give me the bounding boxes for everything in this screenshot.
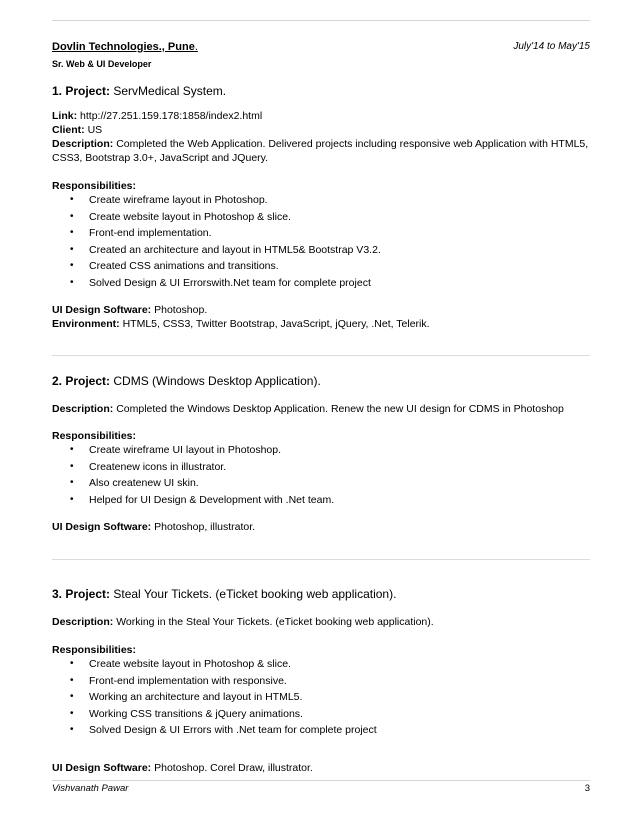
project-3-responsibilities [70, 656, 590, 739]
project-1-responsibilities-heading: Responsibilities: [52, 180, 137, 192]
page-footer [52, 780, 590, 795]
bullet-dot-icon: • [70, 444, 74, 455]
responsibility-text: Solved Design & UI Errorswith.Net team for complete project [89, 276, 371, 289]
company-name: Dovlin Technologies., Pune. [52, 41, 198, 53]
project-3-title [52, 587, 396, 601]
page-number: 3 [584, 783, 590, 794]
project-3-number: 3. Project: [52, 587, 111, 601]
bullet-dot-icon: • [70, 460, 74, 472]
project-3-name: Steal Your Tickets. (eTicket booking web application). [113, 587, 397, 601]
bullet-dot-icon: • [70, 724, 74, 736]
job-header [52, 41, 590, 55]
responsibility-text: Created CSS animations and transitions. [89, 260, 279, 273]
list-item [70, 459, 590, 476]
responsibility-text: Solved Design & UI Errors with .Net team for complete project [89, 724, 377, 737]
responsibility-text: Create website layout in Photoshop & slice. [89, 210, 291, 223]
bullet-dot-icon: • [70, 194, 74, 205]
responsibility-text: Also createnew UI skin. [89, 477, 199, 490]
project-1-number: 1. Project: [52, 84, 111, 98]
project-2-software: UI Design Software: Photoshop, illustrator. [52, 521, 256, 533]
project-1-description: Description: Completed the Web Application. Delivered projects including responsive web Application with HTML5, CSS3, Bootstrap 3.0+, JavaScript and JQuery. [52, 138, 589, 164]
responsibility-text: Working an architecture and layout in HTML5. [89, 691, 303, 704]
list-item [70, 442, 590, 459]
project-2-title [52, 374, 321, 388]
list-item [70, 275, 590, 292]
bullet-dot-icon: • [70, 674, 74, 686]
project-1-software: UI Design Software: Photoshop. [52, 304, 208, 316]
list-item [70, 192, 590, 209]
list-item [70, 209, 590, 226]
project-2-name: CDMS (Windows Desktop Application). [113, 374, 321, 388]
section-divider [52, 355, 590, 356]
job-role: Sr. Web & UI Developer [52, 59, 152, 69]
list-item [70, 689, 590, 706]
project-1-environment: Environment: HTML5, CSS3, Twitter Bootstrap, JavaScript, jQuery, .Net, Telerik. [52, 318, 430, 330]
bullet-dot-icon: • [70, 707, 74, 719]
project-3-software: UI Design Software: Photoshop. Corel Draw, illustrator. [52, 762, 313, 774]
project-1-client: Client: US [52, 124, 103, 136]
project-3-description: Description: Working in the Steal Your Tickets. (eTicket booking web application). [52, 616, 434, 628]
project-2-responsibilities [70, 442, 590, 508]
project-2-description: Description: Completed the Windows Desktop Application. Renew the new UI design for CDMS in Photoshop [52, 403, 564, 415]
list-item [70, 656, 590, 673]
list-item [70, 225, 590, 242]
responsibility-text: Helped for UI Design & Development with .Net team. [89, 493, 335, 506]
bullet-dot-icon: • [70, 658, 74, 669]
list-item [70, 475, 590, 492]
bullet-dot-icon: • [70, 260, 74, 272]
project-2-responsibilities-heading: Responsibilities: [52, 430, 137, 442]
bullet-dot-icon: • [70, 477, 74, 489]
project-1-url: http://27.251.159.178:1858/index2.html [80, 110, 263, 122]
bullet-dot-icon: • [70, 210, 74, 222]
responsibility-text: Created an architecture and layout in HTML5& Bootstrap V3.2. [89, 243, 381, 256]
bullet-dot-icon: • [70, 243, 74, 255]
responsibility-text: Create wireframe UI layout in Photoshop. [89, 444, 282, 456]
responsibility-text: Working CSS transitions & jQuery animations. [89, 707, 303, 720]
bullet-dot-icon: • [70, 493, 74, 505]
top-rule [52, 20, 590, 21]
list-item [70, 242, 590, 259]
bullet-dot-icon: • [70, 276, 74, 288]
project-1-link: Link: http://27.251.159.178:1858/index2.html [52, 110, 263, 122]
list-item [70, 706, 590, 723]
project-3-responsibilities-heading: Responsibilities: [52, 644, 137, 656]
section-divider [52, 559, 590, 560]
list-item [70, 492, 590, 509]
project-1-title [52, 84, 226, 98]
employment-dates: July'14 to May'15 [513, 41, 590, 52]
list-item [70, 673, 590, 690]
responsibility-text: Createnew icons in illustrator. [89, 460, 227, 473]
project-1-responsibilities [70, 192, 590, 292]
bullet-dot-icon: • [70, 691, 74, 703]
list-item [70, 258, 590, 275]
responsibility-text: Front-end implementation. [89, 227, 212, 240]
project-1-name: ServMedical System. [113, 84, 227, 98]
project-2-number: 2. Project: [52, 374, 111, 388]
responsibility-text: Create wireframe layout in Photoshop. [89, 194, 268, 206]
footer-author: Vishvanath Pawar [52, 783, 129, 794]
responsibility-text: Create website layout in Photoshop & slice. [89, 658, 291, 670]
list-item [70, 722, 590, 739]
responsibility-text: Front-end implementation with responsive. [89, 674, 287, 687]
bullet-dot-icon: • [70, 227, 74, 239]
